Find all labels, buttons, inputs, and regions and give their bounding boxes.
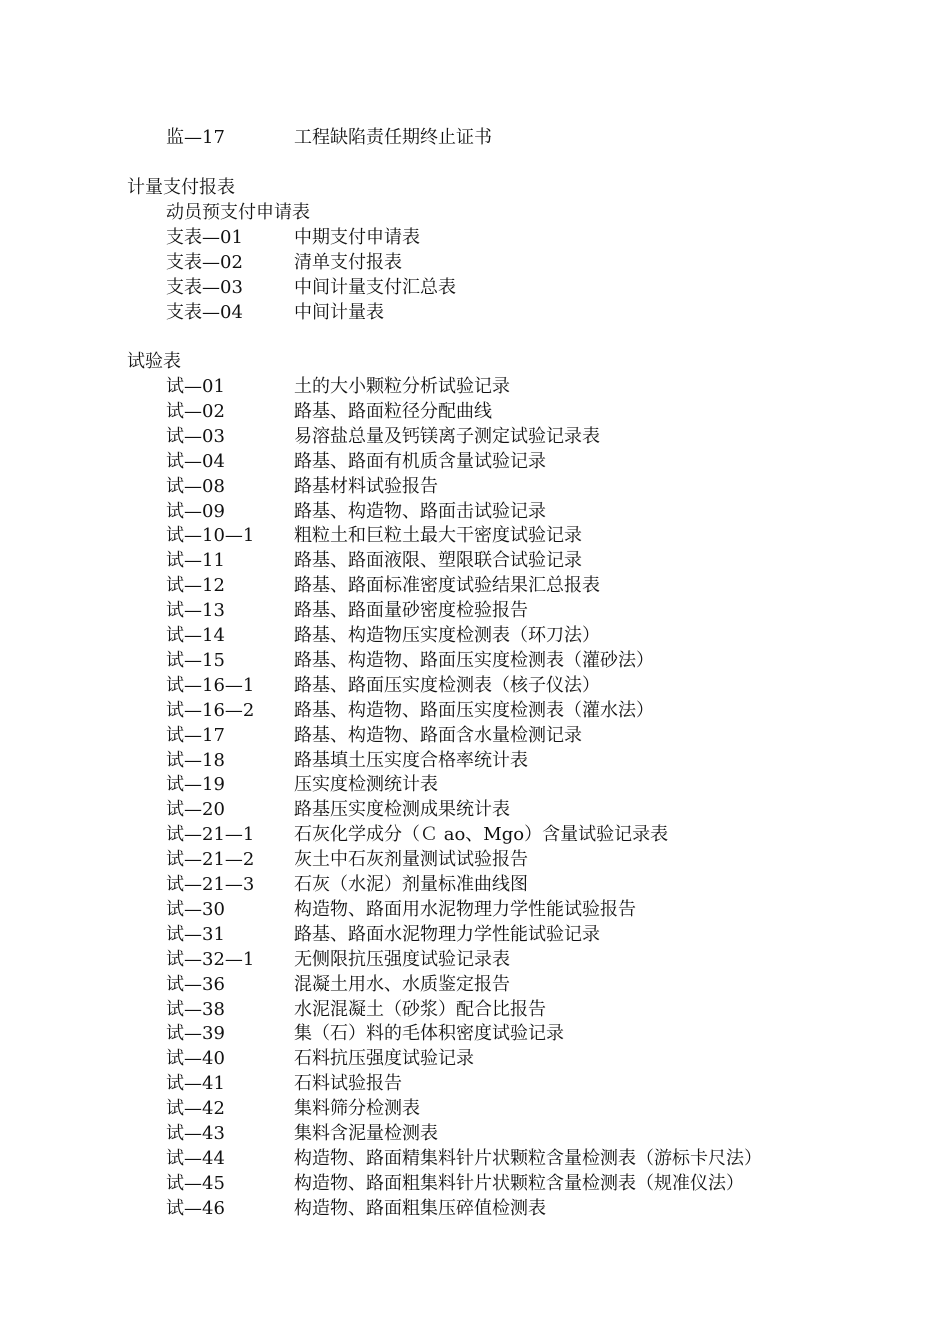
form-code: 支表—03 [166, 276, 243, 298]
form-title: 混凝土用水、水质鉴定报告 [294, 973, 510, 995]
form-title: 清单支付报表 [294, 251, 402, 273]
form-code: 试—13 [166, 600, 225, 622]
form-title: 路基、构造物、路面压实度检测表（灌水法） [294, 699, 654, 721]
form-code: 试—44 [166, 1147, 225, 1169]
form-title: 路基、构造物、路面击试验记录 [294, 500, 546, 522]
form-title: 路基、路面标准密度试验结果汇总报表 [294, 575, 600, 597]
form-code: 监—17 [166, 127, 225, 148]
form-title: 压实度检测统计表 [294, 774, 438, 796]
form-code: 支表—01 [166, 227, 243, 248]
form-code: 试—46 [166, 1197, 225, 1219]
form-code: 试—43 [166, 1123, 225, 1144]
form-code: 支表—04 [166, 301, 243, 323]
form-code: 试—36 [166, 973, 225, 995]
form-code: 试—16—2 [166, 699, 255, 721]
form-title: 构造物、路面精集料针片状颗粒含量检测表（游标卡尺法） [294, 1147, 762, 1169]
form-code: 试—08 [166, 475, 225, 497]
form-code: 试—21—3 [166, 874, 255, 895]
form-title: 石料抗压强度试验记录 [294, 1048, 474, 1070]
form-title: 集料含泥量检测表 [294, 1123, 438, 1144]
form-code: 试—10—1 [166, 525, 255, 547]
form-code: 试—14 [166, 625, 225, 646]
form-title: 构造物、路面粗集料针片状颗粒含量检测表（规准仪法） [294, 1172, 744, 1194]
form-code: 试—12 [166, 575, 225, 597]
form-code: 试—31 [166, 923, 225, 945]
form-title: 中期支付申请表 [294, 227, 420, 248]
form-code: 试—20 [166, 799, 225, 821]
form-title: 水泥混凝土（砂浆）配合比报告 [294, 998, 546, 1020]
form-title: 粗粒土和巨粒土最大干密度试验记录 [294, 525, 582, 547]
form-code: 试—11 [166, 550, 225, 572]
form-code: 试—32—1 [166, 948, 255, 970]
form-code: 试—18 [166, 749, 225, 771]
form-code: 试—01 [166, 376, 225, 397]
form-title: 路基、构造物压实度检测表（环刀法） [294, 625, 600, 646]
form-code: 试—16—1 [166, 674, 255, 696]
form-code: 试—03 [166, 425, 225, 447]
form-title: 集料筛分检测表 [294, 1098, 420, 1120]
form-title: 路基、路面压实度检测表（核子仪法） [294, 674, 600, 696]
form-title: 路基材料试验报告 [294, 475, 438, 497]
form-code: 试—17 [166, 724, 225, 746]
form-title: 路基、路面量砂密度检验报告 [294, 600, 528, 622]
form-title: 石灰（水泥）剂量标准曲线图 [294, 874, 528, 895]
form-title: 土的大小颗粒分析试验记录 [294, 376, 510, 397]
form-title: 路基、路面粒径分配曲线 [294, 400, 492, 422]
form-title: 路基、构造物、路面含水量检测记录 [294, 724, 582, 746]
form-title: 灰土中石灰剂量测试试验报告 [294, 849, 528, 871]
form-title: 石料试验报告 [294, 1073, 402, 1095]
form-title: 无侧限抗压强度试验记录表 [294, 948, 510, 970]
form-code: 试—40 [166, 1048, 225, 1070]
form-title: 中间计量表 [294, 301, 384, 323]
form-code: 试—02 [166, 400, 225, 422]
form-title: 路基、路面有机质含量试验记录 [294, 450, 546, 472]
form-code: 试—09 [166, 500, 225, 522]
form-title: 构造物、路面用水泥物理力学性能试验报告 [294, 898, 636, 920]
form-code: 试—41 [166, 1073, 225, 1095]
form-code: 试—39 [166, 1023, 225, 1045]
form-code: 试—21—1 [166, 824, 255, 846]
form-title: 路基、路面液限、塑限联合试验记录 [294, 550, 582, 572]
form-title: 构造物、路面粗集压碎值检测表 [294, 1197, 546, 1219]
form-title: 工程缺陷责任期终止证书 [294, 127, 492, 148]
form-code: 试—30 [166, 898, 225, 920]
section-heading: 计量支付报表 [127, 177, 235, 198]
form-title: 易溶盐总量及钙镁离子测定试验记录表 [294, 425, 600, 447]
form-code: 试—19 [166, 774, 225, 796]
form-title: 集（石）料的毛体积密度试验记录 [294, 1023, 564, 1045]
form-code: 试—42 [166, 1098, 225, 1120]
section-subheading: 动员预支付申请表 [166, 202, 310, 223]
form-title: 中间计量支付汇总表 [294, 276, 456, 298]
form-title: 路基、路面水泥物理力学性能试验记录 [294, 923, 600, 945]
form-title: 路基、构造物、路面压实度检测表（灌砂法） [294, 649, 654, 671]
form-code: 试—21—2 [166, 849, 255, 871]
form-code: 支表—02 [166, 251, 243, 273]
form-title: 路基压实度检测成果统计表 [294, 799, 510, 821]
form-title: 路基填土压实度合格率统计表 [294, 749, 528, 771]
form-code: 试—45 [166, 1172, 225, 1194]
form-code: 试—15 [166, 649, 225, 671]
form-code: 试—38 [166, 998, 225, 1020]
form-title: 石灰化学成分（Ｃ ao、Mgo）含量试验记录表 [294, 824, 669, 846]
section-heading: 试验表 [127, 351, 181, 372]
form-code: 试—04 [166, 450, 225, 472]
